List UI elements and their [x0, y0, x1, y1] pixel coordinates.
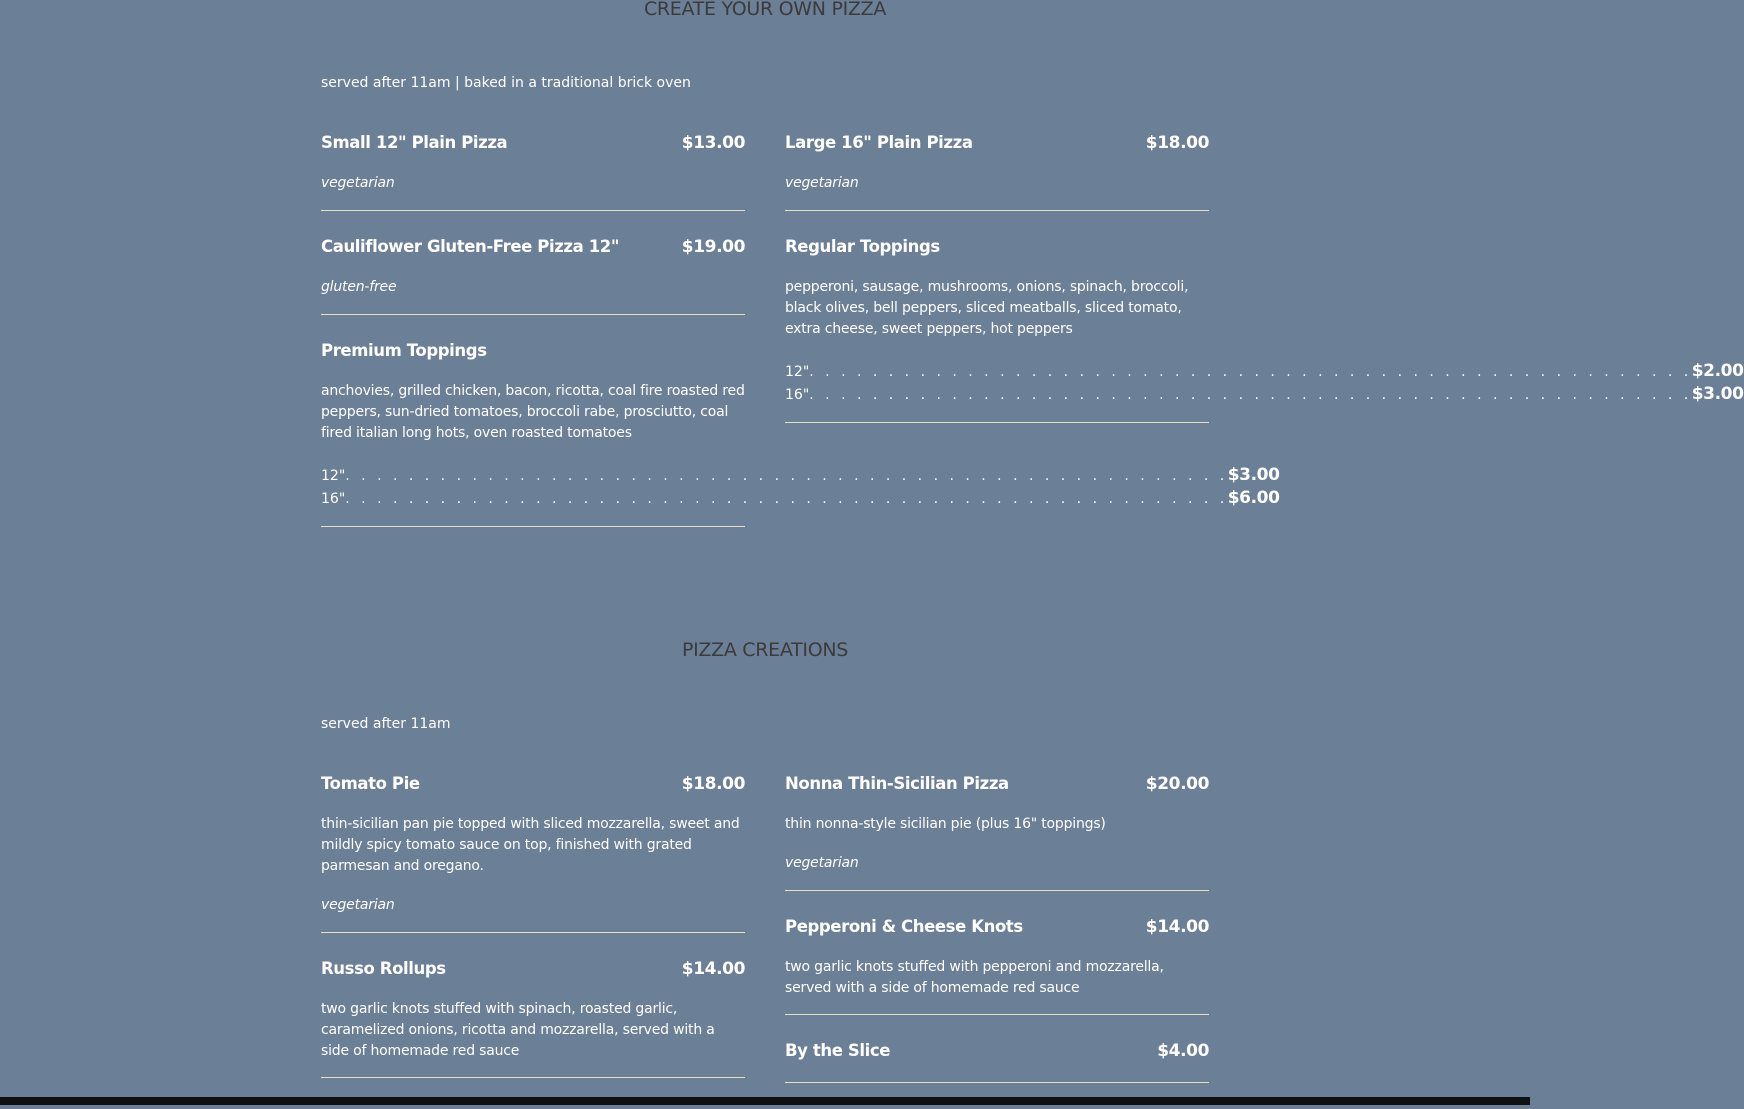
item-description: two garlic knots stuffed with pepperoni and mozzarella, served with a side of homemade red sauce	[785, 959, 1164, 996]
size-price: $3.00	[1691, 384, 1744, 404]
item-name: Small 12" Plain Pizza	[321, 133, 508, 152]
menu-item	[785, 774, 1209, 891]
item-price: $14.00	[681, 959, 745, 979]
item-name: Nonna Thin-Sicilian Pizza	[785, 774, 1009, 793]
size-label: 12"	[785, 364, 810, 380]
item-price: $18.00	[1145, 133, 1209, 153]
item-name: Large 16" Plain Pizza	[785, 133, 973, 152]
item-description: thin-sicilian pan pie topped with sliced mozzarella, sweet and mildly spicy tomato sauce on top, finished with grated parmesan and oregano.	[321, 816, 740, 874]
item-dietary-tag: vegetarian	[785, 175, 859, 191]
item-price: $20.00	[1145, 774, 1209, 794]
item-name: Cauliflower Gluten-Free Pizza 12"	[321, 237, 620, 256]
item-dietary-tag: vegetarian	[785, 855, 859, 871]
item-name: By the Slice	[785, 1041, 891, 1060]
item-name: Regular Toppings	[785, 237, 940, 256]
size-price-line	[321, 488, 1280, 511]
dot-leader: . . . . . . . . . . . . . . . . . . . . . . . . . . . . . . . . . . . . . . . . . . . . . . . . . . . . . . . .	[345, 468, 1228, 484]
item-name: Pepperoni & Cheese Knots	[785, 917, 1023, 936]
dot-leader: . . . . . . . . . . . . . . . . . . . . . . . . . . . . . . . . . . . . . . . . . . . . . . . . . . . . . . . .	[809, 364, 1692, 380]
create-your-own-right-column	[785, 133, 1744, 449]
item-dietary-tag: vegetarian	[321, 175, 395, 191]
size-label: 16"	[321, 491, 346, 507]
menu-item	[321, 133, 745, 211]
dot-leader: . . . . . . . . . . . . . . . . . . . . . . . . . . . . . . . . . . . . . . . . . . . . . . . . . . . . . . . .	[345, 491, 1228, 507]
item-price: $14.00	[1145, 917, 1209, 937]
item-description: thin nonna-style sicilian pie (plus 16" toppings)	[785, 816, 1106, 832]
item-price: $19.00	[681, 237, 745, 257]
item-dietary-tag: vegetarian	[321, 897, 395, 913]
item-description: anchovies, grilled chicken, bacon, ricotta, coal fire roasted red peppers, sun-dried tomatoes, broccoli rabe, prosciutto, coal fired italian long hots, oven roasted tomatoes	[321, 383, 745, 441]
pizza-creations-right-column	[785, 774, 1209, 1109]
item-description: two garlic knots stuffed with spinach, roasted garlic, caramelized onions, ricotta and mozzarella, served with a side of homemade red sauce	[321, 1001, 715, 1059]
size-price-line	[785, 361, 1744, 384]
menu-item	[785, 917, 1209, 1015]
menu-item	[785, 133, 1209, 211]
menu-item	[321, 237, 745, 315]
size-price: $6.00	[1227, 488, 1280, 508]
section-title-create-your-own: CREATE YOUR OWN PIZZA	[643, 0, 887, 20]
menu-item	[321, 959, 745, 1078]
size-label: 12"	[321, 468, 346, 484]
item-dietary-tag: gluten-free	[321, 279, 397, 295]
item-description: pepperoni, sausage, mushrooms, onions, spinach, broccoli, black olives, bell peppers, sliced meatballs, sliced tomato, extra cheese, sweet peppers, hot peppers	[785, 279, 1189, 337]
window-bottom-edge	[0, 1097, 1530, 1105]
item-price: $18.00	[681, 774, 745, 794]
size-price-list	[321, 465, 1280, 511]
item-name: Russo Rollups	[321, 959, 446, 978]
menu-item	[321, 341, 1280, 527]
section-note-pizza-creations: served after 11am	[321, 716, 451, 732]
menu-item	[321, 774, 745, 933]
menu-item	[785, 237, 1744, 423]
section-title-pizza-creations: PIZZA CREATIONS	[681, 639, 849, 661]
size-price-line	[785, 384, 1744, 407]
pizza-creations-left-column	[321, 774, 745, 1104]
size-price-line	[321, 465, 1280, 488]
size-price: $2.00	[1691, 361, 1744, 381]
item-price: $13.00	[681, 133, 745, 153]
item-name: Premium Toppings	[321, 341, 487, 360]
size-price: $3.00	[1227, 465, 1280, 485]
section-note-create-your-own: served after 11am | baked in a traditional brick oven	[321, 75, 691, 91]
size-label: 16"	[785, 387, 810, 403]
dot-leader: . . . . . . . . . . . . . . . . . . . . . . . . . . . . . . . . . . . . . . . . . . . . . . . . . . . . . . . .	[809, 387, 1692, 403]
item-price: $4.00	[1157, 1041, 1209, 1061]
menu-item	[785, 1041, 1209, 1083]
item-name: Tomato Pie	[321, 774, 420, 793]
size-price-list	[785, 361, 1744, 407]
